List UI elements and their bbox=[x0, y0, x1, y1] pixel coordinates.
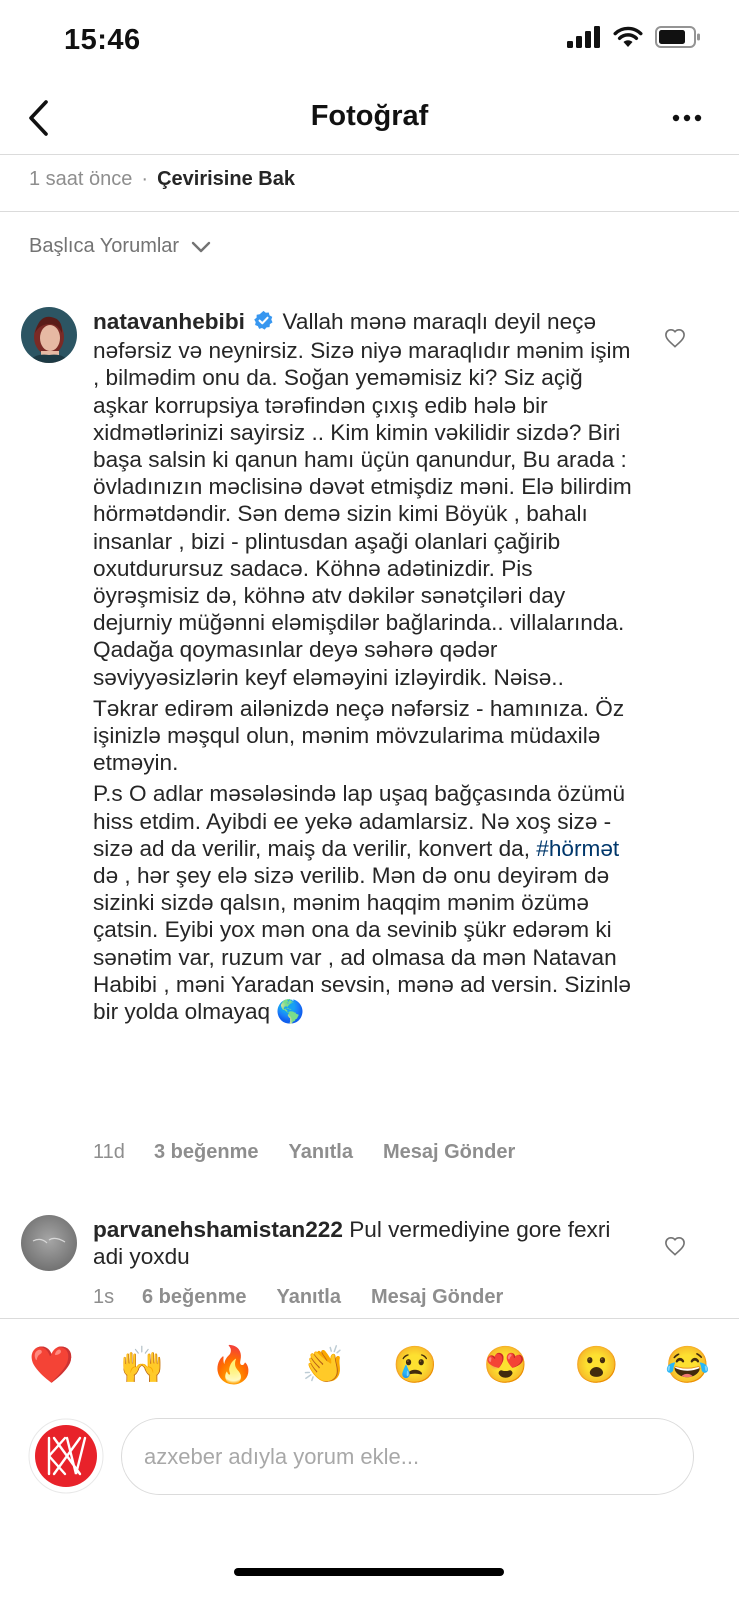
comment-body-2 bbox=[93, 1216, 641, 1270]
emoji-raising-hands-button[interactable]: 🙌 bbox=[119, 1344, 165, 1385]
comment-username[interactable]: parvanehshamistan222 bbox=[93, 1217, 343, 1242]
emoji-heart-eyes-button[interactable]: 😍 bbox=[483, 1344, 529, 1385]
comment-sort-selector[interactable] bbox=[29, 235, 211, 258]
comment-text: də , hər şey elə sizə verilib. Mən də onu deyirəm də sizinki sizdə qalsın, mənim haqqim mənim özümə çatsin. Eyibi yox mən ona da sevinib şükr edərəm ki sənətim var, ruzum var , ad olmasa da mən Natavan Habibi , məni Yaradan sevsin, mənə ad versin. Sizinlə bir yolda olmayaq bbox=[93, 863, 631, 1025]
emoji-bar-divider bbox=[0, 1318, 739, 1319]
like-comment-button[interactable] bbox=[664, 328, 686, 353]
more-options-button[interactable] bbox=[663, 100, 711, 136]
comment-actions-2 bbox=[93, 1286, 503, 1309]
profile-photo bbox=[21, 1215, 77, 1271]
avatar-natavanhebibi[interactable] bbox=[21, 307, 77, 363]
emoji-laughing-button[interactable]: 😂 bbox=[665, 1344, 710, 1385]
meta-divider bbox=[0, 211, 739, 212]
wifi-icon bbox=[613, 26, 643, 48]
more-dots-icon bbox=[672, 114, 702, 122]
comment-input[interactable] bbox=[122, 1419, 693, 1494]
emoji-crying-button[interactable]: 😢 bbox=[392, 1344, 438, 1385]
post-meta-row bbox=[29, 168, 295, 191]
avatar-parvanehshamistan222[interactable] bbox=[21, 1215, 77, 1271]
see-translation-link[interactable]: Çevirisine Bak bbox=[157, 168, 295, 190]
comment-text: Pul vermediyine gore fexri adi yoxdu bbox=[93, 1217, 611, 1270]
verified-badge-icon bbox=[253, 310, 274, 337]
emoji-fire-button[interactable]: 🔥 bbox=[210, 1344, 256, 1385]
globe-emoji: 🌎 bbox=[276, 999, 305, 1025]
comment-username[interactable]: natavanhebibi bbox=[93, 309, 245, 334]
comment-composer bbox=[121, 1418, 694, 1495]
post-time-ago: 1 saat önce bbox=[29, 168, 133, 190]
comment-paragraph bbox=[93, 308, 641, 691]
emoji-surprised-button[interactable]: 😮 bbox=[574, 1344, 620, 1385]
send-message-button[interactable]: Mesaj Gönder bbox=[370, 1286, 504, 1308]
comment-sort-label: Başlıca Yorumlar bbox=[29, 235, 180, 257]
brand-logo-avatar bbox=[28, 1418, 104, 1494]
emoji-heart-button[interactable]: ❤️ bbox=[29, 1344, 74, 1385]
status-bar-time: 15:46 bbox=[64, 24, 141, 56]
reply-button[interactable]: Yanıtla bbox=[288, 1141, 353, 1163]
header-divider bbox=[0, 154, 739, 155]
chevron-down-icon bbox=[191, 241, 211, 253]
send-message-button[interactable]: Mesaj Gönder bbox=[382, 1141, 516, 1163]
comment-paragraph bbox=[93, 780, 641, 1025]
comment-text: Vallah mənə maraqlı deyil neçə nəfərsiz və neynirsiz. Sizə niyə maraqlıdır mənim işim , bilmədim onu da. Soğan yeməmisiz ki? Siz açiğ aşkar korrupsiya tərəfindən çıxış edib hələ bir xidmətlərinizi sayirsiz .. Kim kimin vəkilidir sizdə? Biri başa salsin ki qanun hamı üçün qanundur, Bu arada : övladınızın məclisinə dəvət etmişdiz məni. Elə bilirdim hörmətdəndir. Sən demə sizin kimi Böyük , bahalı insanlar , bizi - plintusdan aşaği olanlari çağirib oxutdurursuz sadacə. Köhnə adətinizdir. Pis öyrəşmisiz də, köhnə atv dəkilər sənətçiləri day dejurniy müğənni eləmişdilər bağlarinda.. villalarında. Qadağa qoymasınlar deyə səhərə qədər səviyyəsizlərin keyf eləməyini izləyirdik. Nəisə.. bbox=[93, 309, 632, 690]
emoji-quick-bar bbox=[0, 1335, 739, 1395]
status-bar-icons bbox=[567, 26, 701, 48]
comment-time: 1s bbox=[93, 1286, 115, 1308]
home-indicator[interactable] bbox=[234, 1568, 504, 1576]
current-user-avatar bbox=[28, 1418, 104, 1494]
profile-photo bbox=[21, 307, 77, 363]
signal-icon bbox=[567, 26, 601, 48]
meta-separator: · bbox=[141, 168, 149, 190]
reply-button[interactable]: Yanıtla bbox=[276, 1286, 341, 1308]
comment-actions-1 bbox=[93, 1141, 515, 1164]
heart-outline-icon bbox=[664, 328, 686, 348]
comment-paragraph: Təkrar edirəm ailənizdə neçə nəfərsiz - hamınıza. Öz işinizlə məşqul olun, mənim mövzularima müdaxilə etməyin. bbox=[93, 695, 625, 776]
battery-icon bbox=[655, 26, 701, 48]
comment-text: P.s O adlar məsələsində lap uşaq bağçasında özümü hiss etdim. Ayibdi ee yekə adamlarsiz. Nə xoş sizə - sizə ad da verilir, maiş da verilir, konvert da, bbox=[93, 781, 626, 861]
comment-likes-count[interactable]: 3 beğenme bbox=[154, 1141, 259, 1163]
heart-outline-icon bbox=[664, 1236, 686, 1256]
like-comment-button[interactable] bbox=[664, 1236, 686, 1261]
comment-body-1 bbox=[93, 308, 641, 1025]
emoji-clapping-button[interactable]: 👏 bbox=[301, 1344, 347, 1385]
page-title: Fotoğraf bbox=[310, 100, 429, 132]
comment-likes-count[interactable]: 6 beğenme bbox=[142, 1286, 247, 1308]
hashtag-link[interactable]: #hörmət bbox=[536, 835, 620, 861]
comment-time: 11d bbox=[93, 1141, 125, 1163]
